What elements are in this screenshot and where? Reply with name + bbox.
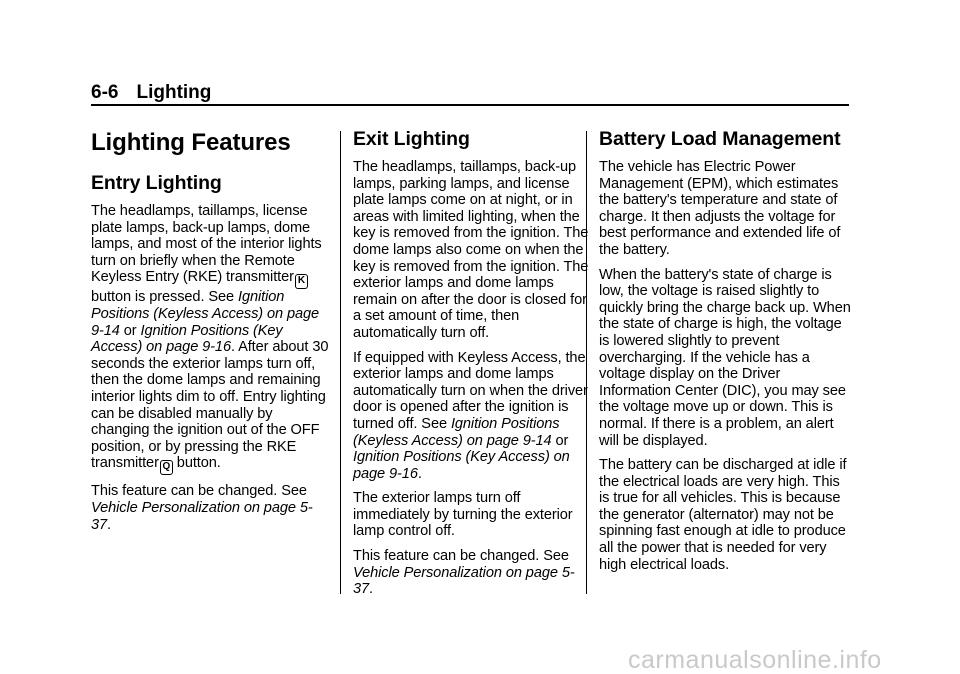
running-head bbox=[91, 82, 849, 106]
cross-reference: Ignition Positions (Key Access) on page 9-16 bbox=[91, 322, 283, 356]
section-title: Lighting bbox=[136, 82, 212, 103]
exit-lighting-paragraph: The headlamps, taillamps, back-up lamps, parking lamps, and license plate lamps come on at night, or in areas with limited lighting, when the key is removed from the ignition. The dome lamps also come on when the key is removed from the ignition. The exterior lamps and dome lamps remain on after the door is closed for a set amount of time, then automatically turn off. bbox=[353, 159, 589, 341]
cross-reference: Vehicle Personalization on page 5-37 bbox=[91, 499, 313, 533]
column-3 bbox=[599, 120, 851, 581]
cross-reference: Ignition Positions (Key Access) on page 9-16 bbox=[353, 449, 570, 482]
unlock-icon: K bbox=[295, 274, 308, 289]
lock-icon: Q bbox=[160, 460, 173, 475]
lamp-control-paragraph: The exterior lamps turn off immediately by turning the exterior lamp control off. bbox=[353, 490, 573, 540]
epm-paragraph: The vehicle has Electric Power Management (EPM), which estimates the battery's temperature and state of charge. It then adjusts the voltage for best performance and extended life of the battery. bbox=[599, 159, 841, 258]
cross-reference: Ignition Positions (Keyless Access) on page 9-14 bbox=[91, 289, 320, 339]
entry-lighting-heading: Entry Lighting bbox=[91, 172, 222, 194]
exit-lighting-heading: Exit Lighting bbox=[353, 128, 470, 150]
battery-load-heading: Battery Load Management bbox=[599, 128, 841, 150]
column-divider bbox=[340, 131, 341, 594]
feature-change-paragraph: This feature can be changed. See Vehicle Personalization on page 5-37. bbox=[353, 548, 575, 598]
entry-lighting-paragraph: The headlamps, taillamps, license plate lamps, back-up lamps, dome lamps, and most of the interior lights turn on briefly when the Remote Keyless Entry (RKE) transmitter K button is pressed. See Ignition Positions (Keyless Access) on page 9-14 or Ignition Positions (Key Access) on page 9-16. After about 30 seconds the exterior lamps turn off, then the dome lamps and remaining interior lights dim to off. Entry lighting can be disabled manually by changing the ignition out of the OFF position, or by pressing the RKE transmitter Q button. bbox=[91, 203, 331, 475]
cross-reference: Ignition Positions (Keyless Access) on page 9-14 bbox=[353, 415, 560, 449]
feature-change-paragraph: This feature can be changed. See Vehicle Personalization on page 5-37. bbox=[91, 483, 313, 533]
watermark: carmanualsonline.info bbox=[628, 646, 882, 674]
discharge-paragraph: The battery can be discharged at idle if the electrical loads are very high. This is true for all vehicles. This is because the generator (alternator) may not be spinning fast enough at idle to produce all the power that is needed for very high electrical loads. bbox=[599, 457, 847, 573]
keyless-access-paragraph: If equipped with Keyless Access, the exterior lamps and dome lamps automatically turn on when the driver door is opened after the ignition is turned off. See Ignition Positions (Keyless Access) on page 9-14 or Ignition Positions (Key Access) on page 9-16. bbox=[353, 349, 588, 482]
page-title: Lighting Features bbox=[91, 129, 291, 156]
page-number: 6-6 bbox=[91, 82, 119, 103]
cross-reference: Vehicle Personalization on page 5-37 bbox=[353, 564, 575, 598]
charge-state-paragraph: When the battery's state of charge is low, the voltage is raised slightly to quickly bring the charge back up. When the state of charge is high, the voltage is lowered slightly to prevent overcharging. If the vehicle has a voltage display on the Driver Information Center (DIC), you may see the voltage move up or down. This is normal. If there is a problem, an alert will be displayed. bbox=[599, 266, 851, 449]
column-2 bbox=[353, 120, 593, 606]
column-1 bbox=[91, 120, 331, 541]
